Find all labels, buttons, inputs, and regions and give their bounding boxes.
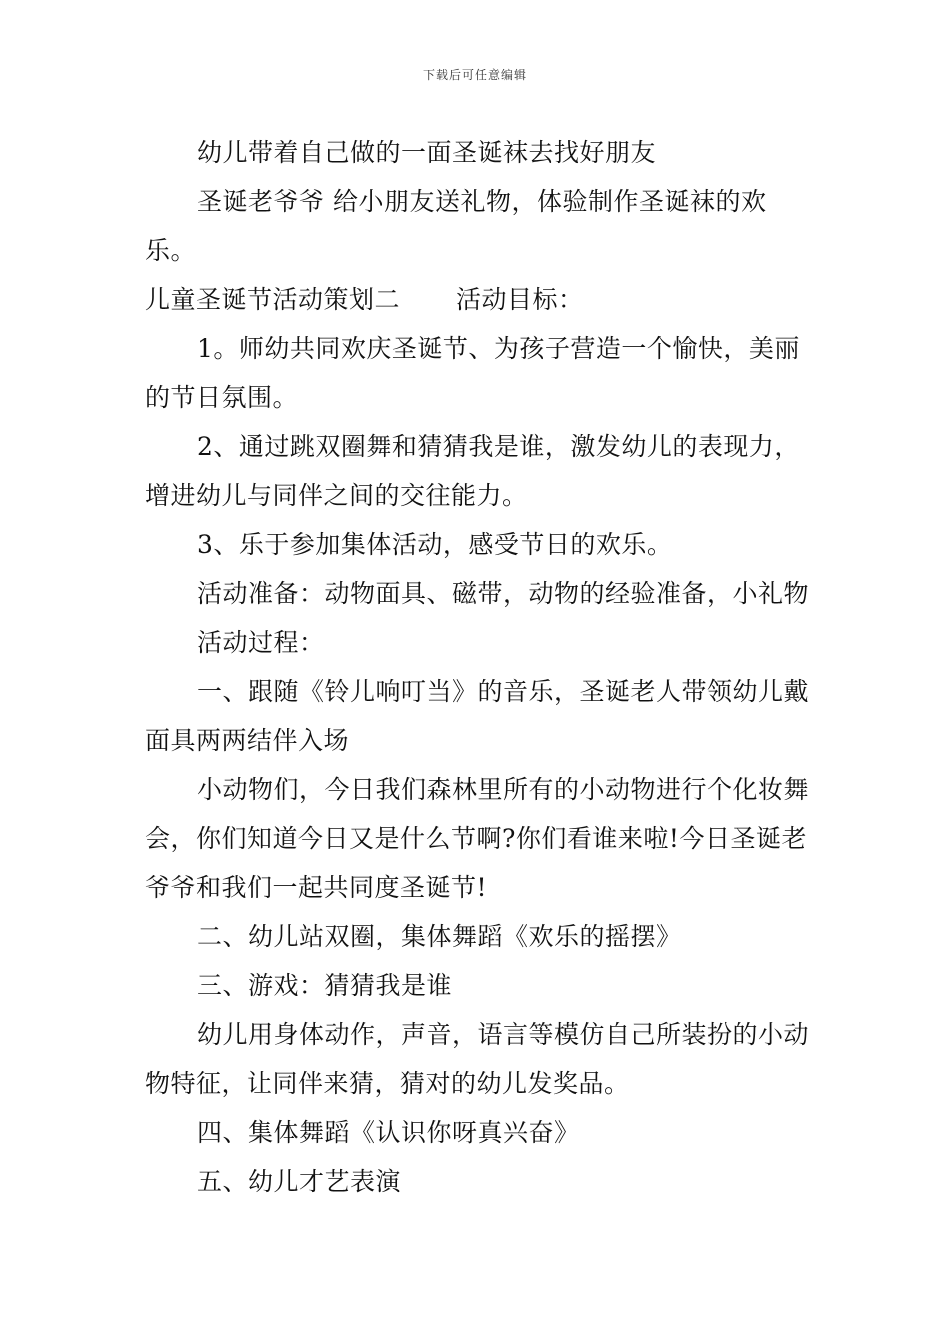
page-header: 下载后可任意编辑	[422, 68, 527, 82]
paragraph: 一、跟随《铃儿响叮当》的音乐，圣诞老人带领幼儿戴面具两两结伴入场	[145, 677, 810, 755]
paragraph: 活动过程：	[197, 628, 325, 657]
section-label: 活动目标：	[456, 285, 584, 314]
paragraph: 2、通过跳双圈舞和猜猜我是谁，激发幼儿的表现力，增进幼儿与同伴之间的交往能力。	[145, 432, 800, 510]
paragraph: 幼儿用身体动作，声音，语言等模仿自己所装扮的小动物特征，让同伴来猜，猜对的幼儿发奖品。	[145, 1020, 810, 1098]
paragraph: 五、幼儿才艺表演	[197, 1167, 402, 1196]
paragraph: 二、幼儿站双圈，集体舞蹈《欢乐的摇摆》	[197, 922, 682, 951]
paragraph: 3、乐于参加集体活动，感受节日的欢乐。	[197, 530, 673, 559]
paragraph: 1。师幼共同欢庆圣诞节、为孩子营造一个愉快，美丽的节日氛围。	[145, 334, 800, 412]
document-body	[145, 128, 810, 1206]
paragraph: 三、游戏：猜猜我是谁	[197, 971, 453, 1000]
paragraph: 小动物们，今日我们森林里所有的小动物进行个化妆舞会，你们知道今日又是什么节啊?你们看谁来啦!今日圣诞老爷爷和我们一起共同度圣诞节!	[145, 775, 810, 902]
paragraph: 四、集体舞蹈《认识你呀真兴奋》	[197, 1118, 580, 1147]
paragraph: 幼儿带着自己做的一面圣诞袜去找好朋友	[197, 138, 657, 167]
paragraph: 活动准备：动物面具、磁带，动物的经验准备，小礼物	[197, 579, 810, 608]
section-title: 儿童圣诞节活动策划二	[145, 285, 401, 314]
paragraph: 圣诞老爷爷 给小朋友送礼物，体验制作圣诞袜的欢乐。	[145, 187, 767, 265]
section-heading-line	[145, 275, 810, 324]
